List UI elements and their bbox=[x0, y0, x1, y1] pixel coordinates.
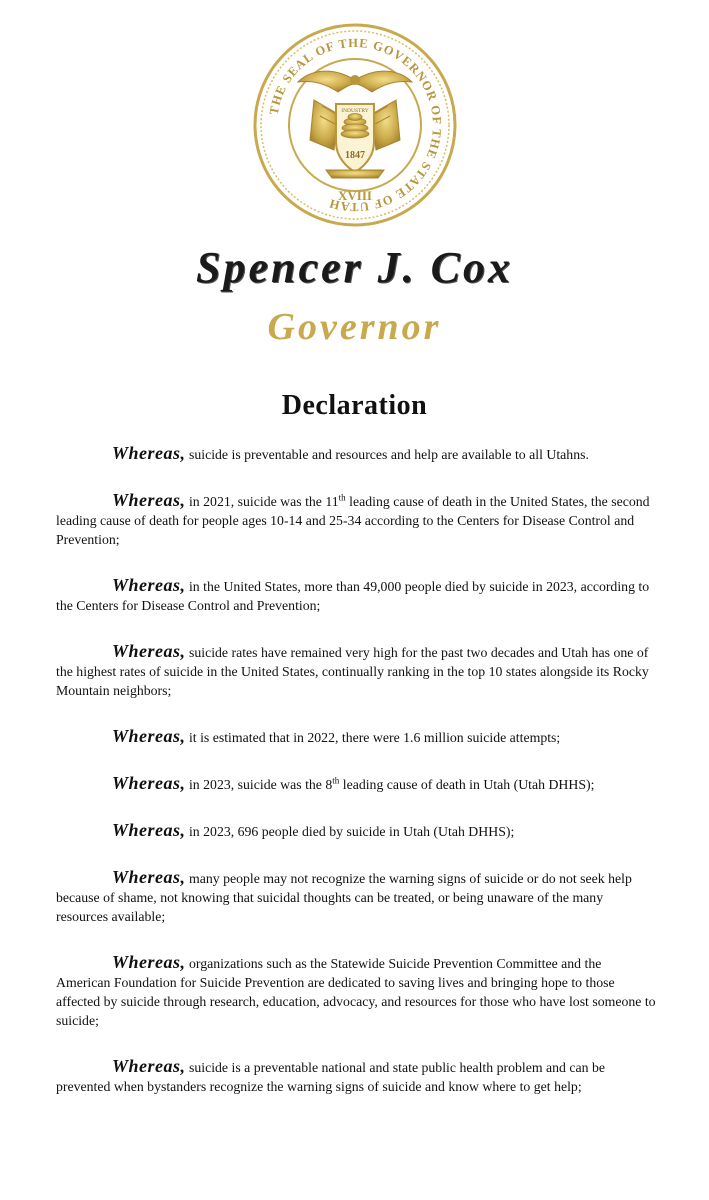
seal-numeral: XVIII bbox=[338, 188, 372, 203]
whereas-clause bbox=[56, 953, 656, 1030]
whereas-label: Whereas, bbox=[112, 490, 186, 510]
clause-text: in 2021, suicide was the 11 bbox=[185, 494, 339, 509]
ordinal-suffix: th bbox=[338, 492, 346, 503]
whereas-clause bbox=[56, 821, 656, 841]
declaration-heading: Declaration bbox=[281, 390, 428, 421]
clause-text: in 2023, 696 people died by suicide in Utah (Utah DHHS); bbox=[185, 824, 515, 839]
seal-ring-text: THE SEAL OF THE GOVERNOR OF THE STATE OF UTAH bbox=[266, 35, 445, 215]
whereas-label: Whereas, bbox=[112, 1056, 186, 1076]
whereas-label: Whereas, bbox=[112, 867, 186, 887]
whereas-clause bbox=[56, 576, 656, 615]
whereas-label: Whereas, bbox=[112, 952, 186, 972]
whereas-label: Whereas, bbox=[112, 641, 186, 661]
governor-name: Spencer J. Cox bbox=[196, 243, 513, 292]
seal-emblem-icon bbox=[252, 22, 458, 228]
whereas-clause bbox=[56, 727, 656, 747]
clause-text: it is estimated that in 2022, there were 1.6 million suicide attempts; bbox=[185, 730, 561, 745]
governor-title: Governor bbox=[267, 306, 442, 348]
whereas-clause bbox=[56, 642, 656, 700]
whereas-clause bbox=[56, 774, 656, 794]
clause-text: organizations such as the Statewide Suicide Prevention Committee and the American Foundation for Suicide Prevention are dedicated to saving lives and bringing hope to those affected by suicide through research, education, advocacy, and resources for those who have lost someone to suicide; bbox=[56, 956, 656, 1028]
clause-text: in the United States, more than 49,000 people died by suicide in 2023, according to the Centers for Disease Control and Prevention; bbox=[56, 579, 650, 613]
whereas-clause bbox=[56, 444, 656, 464]
clause-text: many people may not recognize the warning signs of suicide or do not seek help because of shame, not knowing that suicidal thoughts can be treated, or being unaware of the many resources available; bbox=[56, 871, 632, 924]
seal-year: 1847 bbox=[345, 150, 365, 161]
clause-text: suicide rates have remained very high for the past two decades and Utah has one of the highest rates of suicide in the United States, continually ranking in the top 10 states alongside its Rocky Mountain neighbors; bbox=[56, 645, 649, 698]
clause-text: leading cause of death in Utah (Utah DHHS); bbox=[339, 777, 595, 792]
clause-text: in 2023, suicide was the 8 bbox=[185, 777, 333, 792]
whereas-label: Whereas, bbox=[112, 820, 186, 840]
whereas-label: Whereas, bbox=[112, 773, 186, 793]
whereas-label: Whereas, bbox=[112, 575, 186, 595]
whereas-clause bbox=[56, 491, 656, 549]
whereas-clauses bbox=[56, 444, 656, 1123]
whereas-label: Whereas, bbox=[112, 443, 186, 463]
ordinal-suffix: th bbox=[332, 775, 340, 786]
governor-seal bbox=[252, 22, 458, 228]
clause-text: leading cause of death in the United States, the second leading cause of death for people ages 10-14 and 25-34 according to the Centers for Disease Control and Prevention; bbox=[56, 494, 650, 547]
seal-motto: INDUSTRY bbox=[341, 108, 369, 114]
whereas-clause bbox=[56, 1057, 656, 1096]
whereas-label: Whereas, bbox=[112, 726, 186, 746]
clause-text: suicide is a preventable national and state public health problem and can be prevented when bystanders recognize the warning signs of suicide and know where to get help; bbox=[56, 1060, 606, 1094]
whereas-clause bbox=[56, 868, 656, 926]
clause-text: suicide is preventable and resources and help are available to all Utahns. bbox=[185, 447, 589, 462]
